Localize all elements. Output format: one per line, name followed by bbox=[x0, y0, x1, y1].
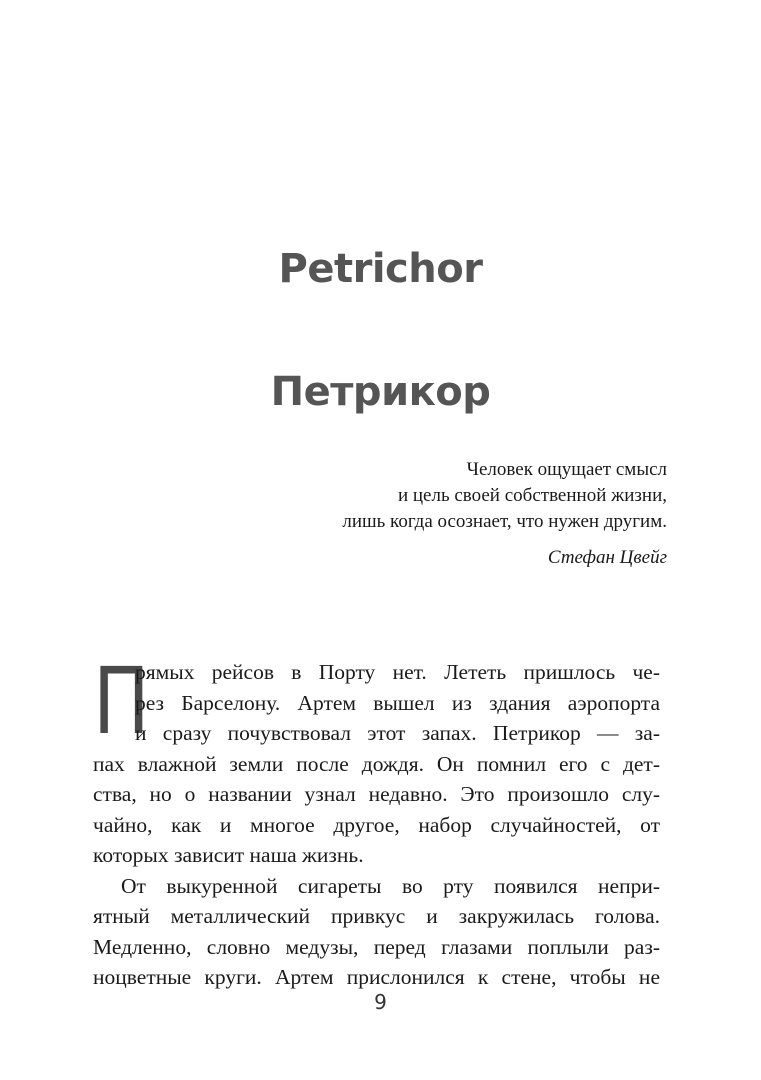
text-line: ства, но о названии узнал недавно. Это произошло слу- bbox=[93, 782, 660, 806]
epigraph-line: и цель своей собственной жизни, bbox=[397, 485, 667, 506]
chapter-title-english: Petrichor bbox=[278, 246, 483, 292]
drop-cap: П bbox=[93, 648, 150, 755]
epigraph-line: лишь когда осознает, что нужен другим. bbox=[342, 511, 667, 532]
page-number: 9 bbox=[374, 990, 387, 1014]
text-line: рямых рейсов в Порту нет. Лететь пришлось че- bbox=[135, 660, 660, 684]
text-line: пах влажной земли после дождя. Он помнил его с дет- bbox=[93, 751, 660, 776]
text-line: ятный металлический привкус и закружилась голова. bbox=[93, 904, 660, 928]
text-line: ноцветные круги. Артем прислонился к стене, чтобы не bbox=[93, 965, 660, 989]
body-text bbox=[93, 648, 660, 993]
epigraph-line: Человек ощущает смысл bbox=[466, 459, 667, 480]
epigraph bbox=[342, 457, 667, 571]
chapter-title-russian: Петрикор bbox=[270, 369, 491, 415]
text-line: рез Барселону. Артем вышел из здания аэропорта bbox=[135, 690, 660, 715]
epigraph-author: Стефан Цвейг bbox=[547, 547, 667, 568]
text-line: чайно, как и многое другое, набор случайностей, от bbox=[93, 812, 660, 837]
text-line: От выкуренной сигареты во рту появился непри- bbox=[121, 873, 660, 898]
text-line: Медленно, словно медузы, перед глазами поплыли раз- bbox=[93, 934, 660, 959]
text-line: которых зависит наша жизнь. bbox=[93, 843, 364, 867]
text-line: и сразу почувствовал этот запах. Петрикор — за- bbox=[135, 721, 660, 745]
